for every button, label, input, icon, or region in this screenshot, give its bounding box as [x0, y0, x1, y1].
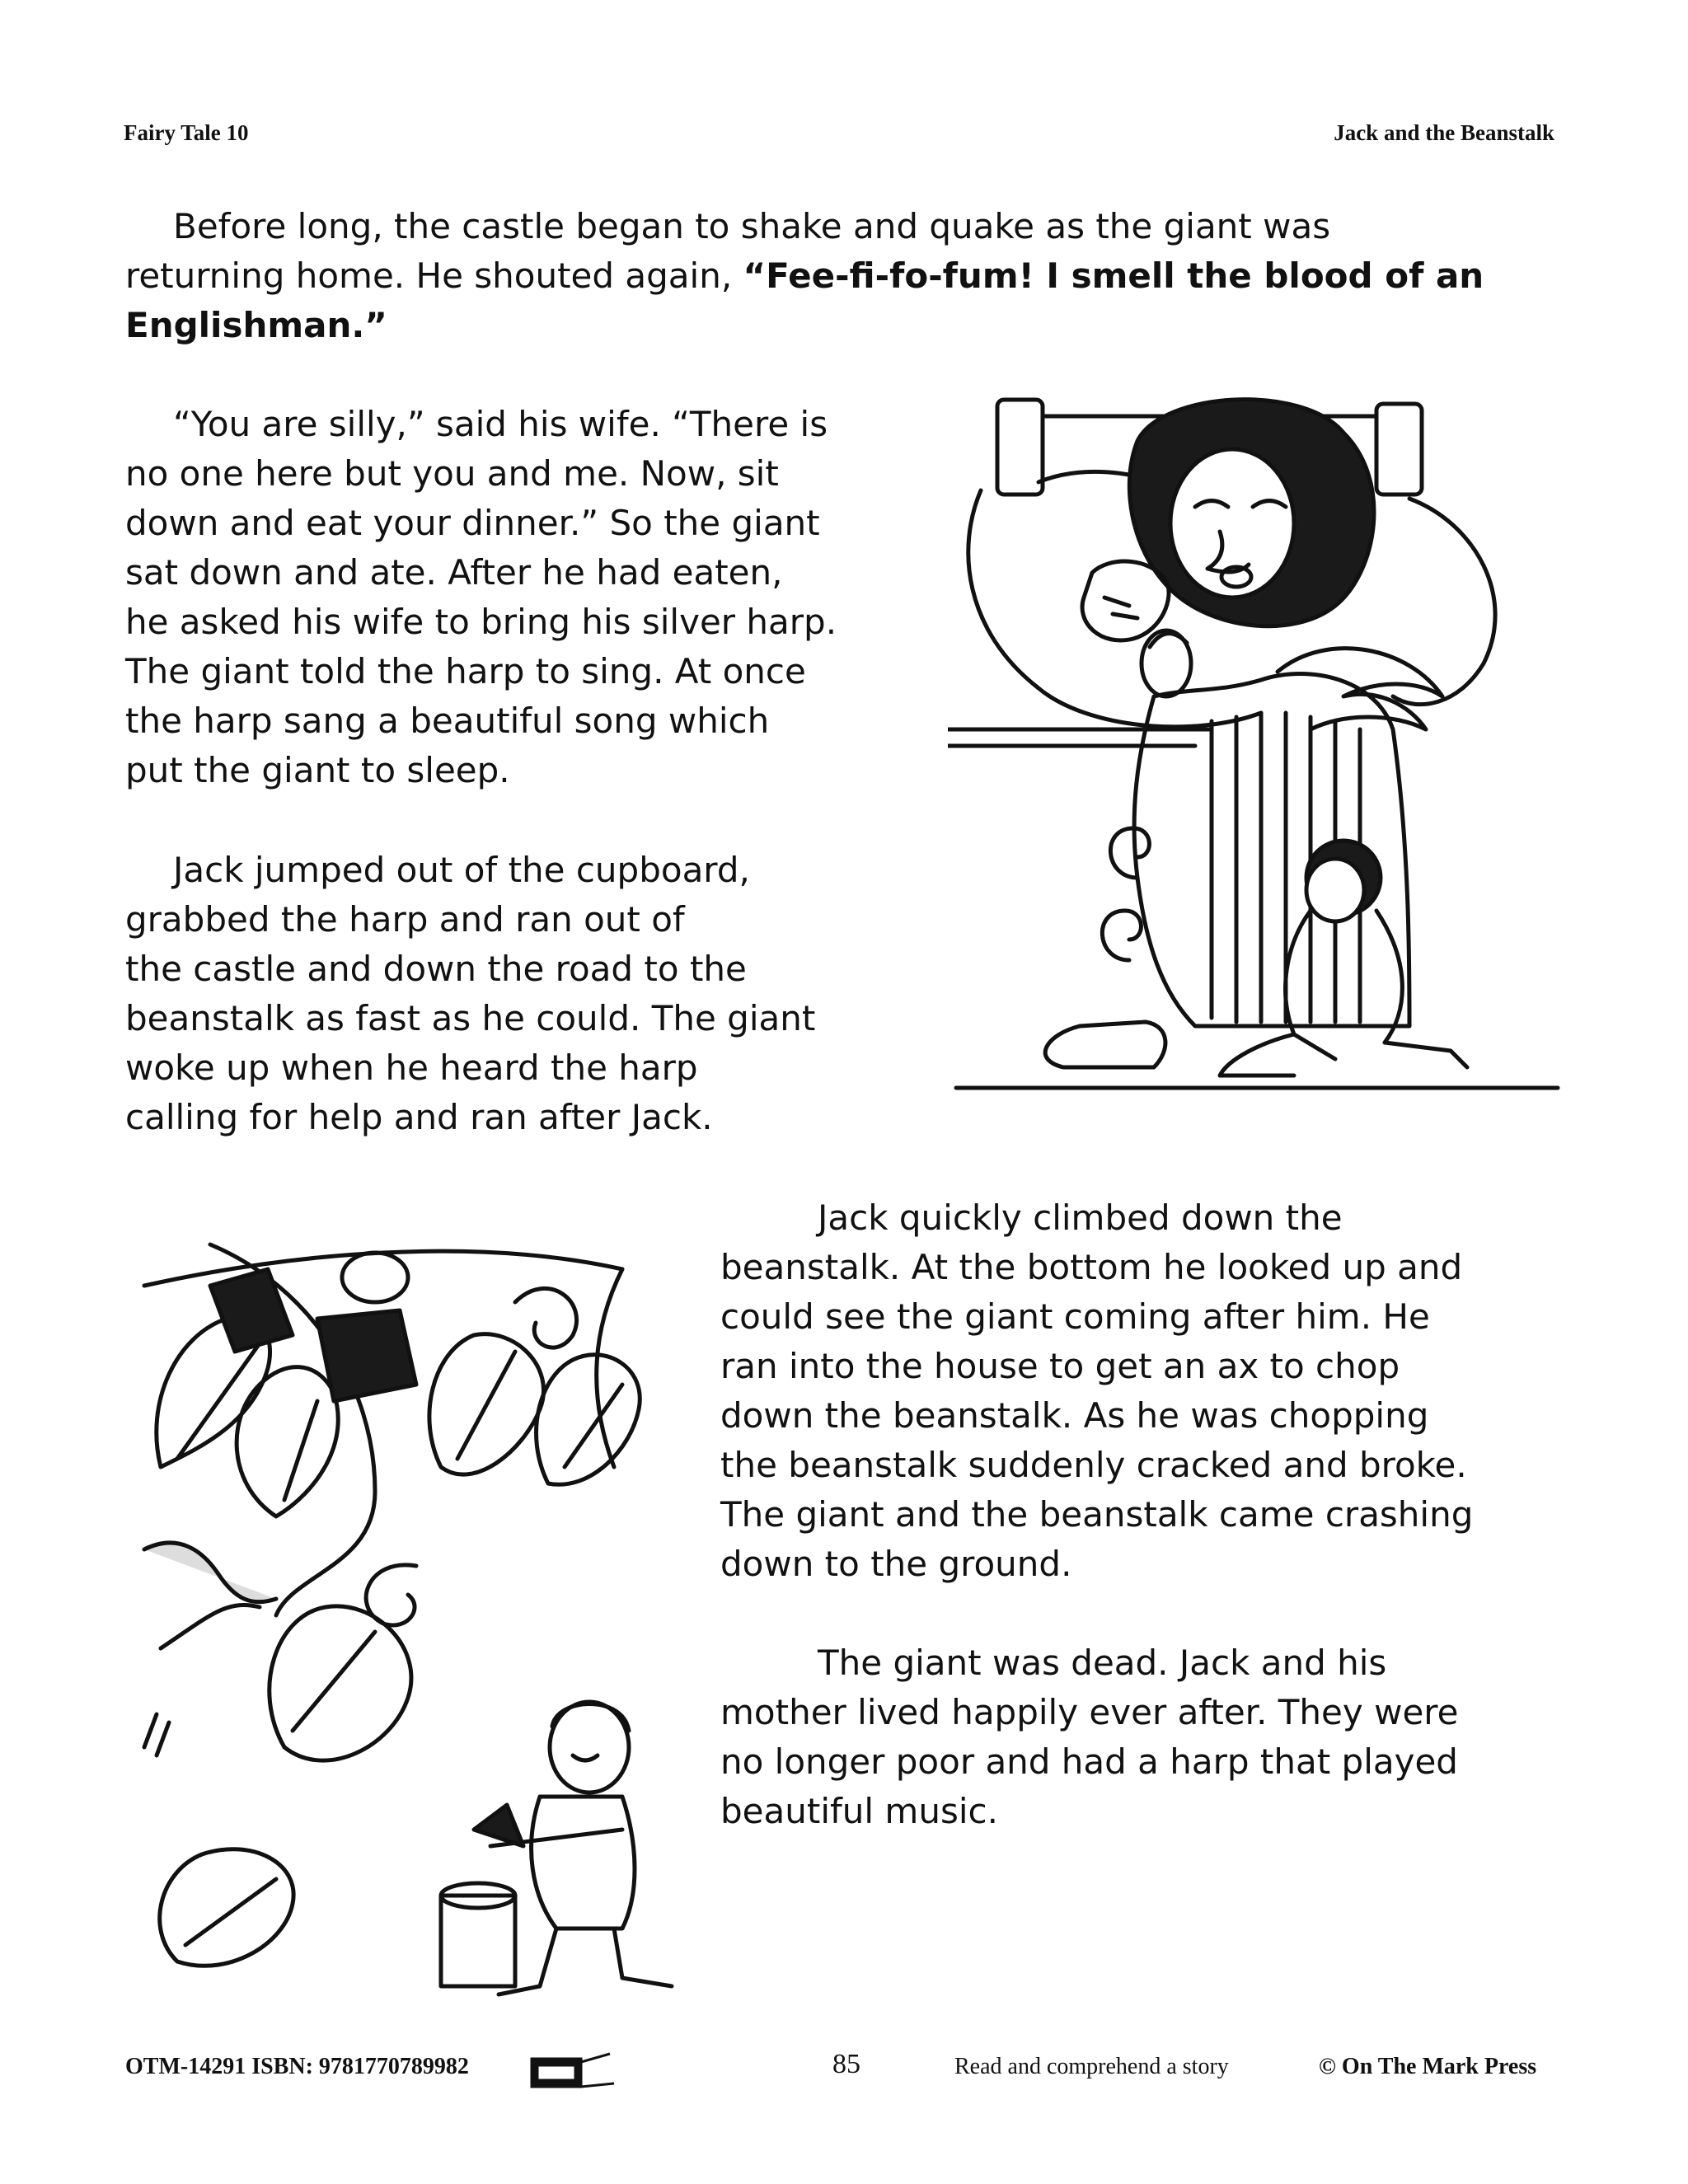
story-paragraph-2-lines: [125, 400, 933, 795]
footer-isbn: OTM-14291 ISBN: 9781770789982: [125, 2054, 469, 2079]
p3-line: the castle and down the road to the: [125, 949, 747, 989]
giant-chant-quote: “Fee-fi-fo-fum! I smell the blood of an Englishman.”: [125, 255, 1484, 345]
p5-line: mother lived happily ever after. They were: [720, 1692, 1459, 1732]
p2-line: down and eat your dinner.” So the giant: [125, 503, 820, 543]
footer-skill-label: Read and comprehend a story: [954, 2054, 1229, 2079]
p2-line: sat down and ate. After he had eaten,: [125, 552, 783, 593]
p5-line: beautiful music.: [720, 1791, 998, 1831]
p2-line: put the giant to sleep.: [125, 750, 510, 790]
story-paragraph-4: [720, 1193, 1578, 1589]
giant-harp-illustration: [948, 383, 1574, 1108]
p4-line: beanstalk. At the bottom he looked up and: [720, 1247, 1463, 1287]
p3-line: calling for help and ran after Jack.: [125, 1097, 713, 1137]
p2-line: the harp sang a beautiful song which: [125, 701, 770, 741]
p4-line: the beanstalk suddenly cracked and broke.: [720, 1445, 1467, 1485]
p2-line: he asked his wife to bring his silver harp.: [125, 602, 837, 642]
paragraph-1-text: Before long, the castle began to shake and quake as the giant was returning home. He shouted again,: [125, 206, 1331, 296]
p3-line: beanstalk as fast as he could. The giant: [125, 998, 816, 1038]
header-series-label: Fairy Tale 10: [124, 120, 249, 145]
page-number: 85: [832, 2049, 860, 2079]
p5-line: The giant was dead. Jack and his: [818, 1643, 1387, 1683]
p4-line: Jack quickly climbed down the: [818, 1197, 1343, 1238]
p4-line: down the beanstalk. As he was chopping: [720, 1395, 1429, 1436]
p4-line: The giant and the beanstalk came crashing: [720, 1494, 1474, 1535]
p3-line: woke up when he heard the harp: [125, 1047, 698, 1088]
p4-line: could see the giant coming after him. He: [720, 1296, 1430, 1337]
p4-line: down to the ground.: [720, 1544, 1072, 1584]
jack-beanstalk-illustration: [128, 1220, 705, 2011]
story-paragraph-1: [125, 202, 1493, 350]
footer-publisher: © On The Mark Press: [1319, 2054, 1537, 2079]
p3-line: grabbed the harp and ran out of: [125, 899, 685, 940]
p2-line: The giant told the harp to sing. At once: [125, 651, 806, 691]
p4-line: ran into the house to get an ax to chop: [720, 1346, 1400, 1386]
p5-line: no longer poor and had a harp that played: [720, 1741, 1458, 1782]
story-paragraph-5: [720, 1638, 1578, 1836]
p3-line: Jack jumped out of the cupboard,: [173, 850, 750, 890]
p2-line: “You are silly,” said his wife. “There is: [173, 404, 828, 444]
header-story-title: Jack and the Beanstalk: [1334, 120, 1554, 145]
reading-book-icon: [528, 2050, 618, 2092]
story-paragraph-3: [125, 846, 933, 1142]
p2-line: no one here but you and me. Now, sit: [125, 453, 779, 494]
